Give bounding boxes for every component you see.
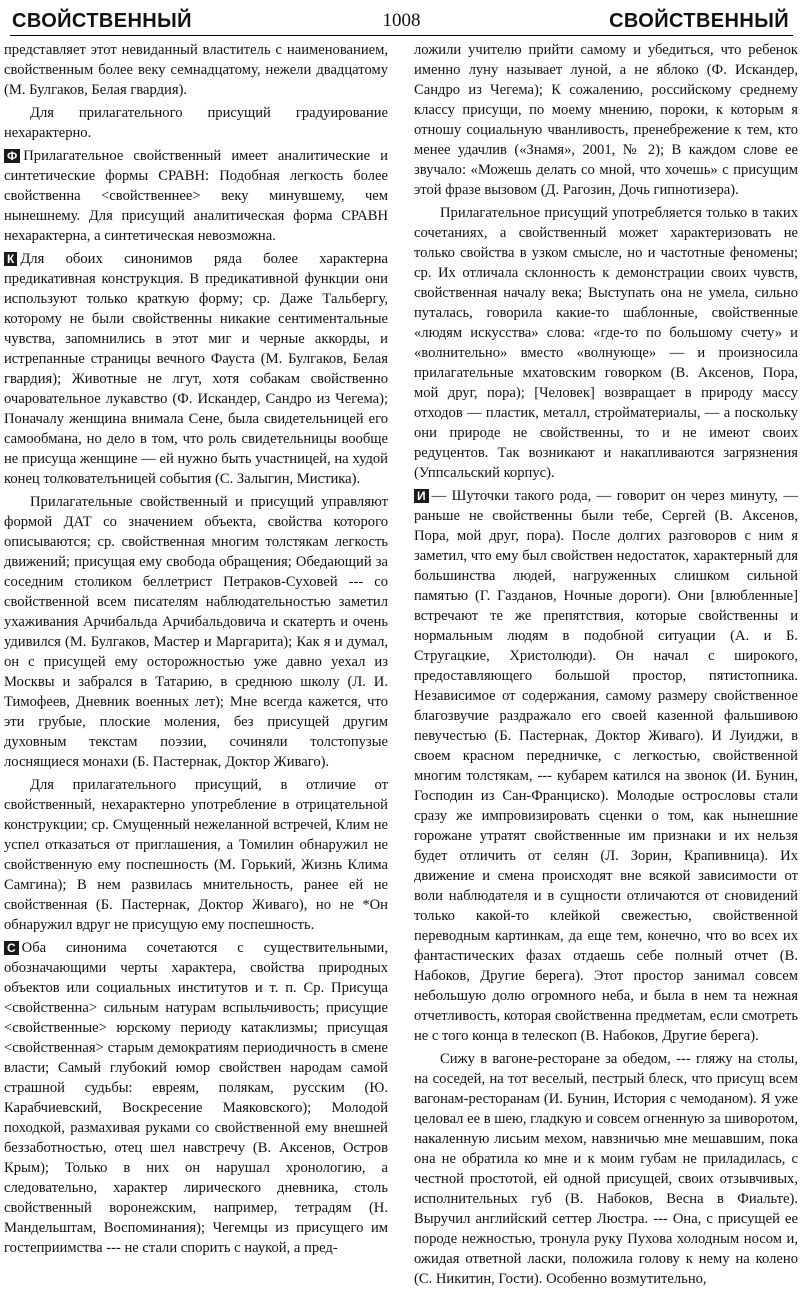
section-mark: К	[4, 252, 17, 266]
paragraph	[414, 486, 798, 1046]
paragraph: ложили учителю прийти самому и убедиться, что ребенок именно луну называет луной, а не яблоко (Ф. Искандер, Сандро из Чегема); К сожалению, российскому среднему классу присущи, по моему мнению, пороки, к которым я отношу социальную чванливость, пренебрежение к тем, кто менее удачлив («Знамя», 2001, № 2); В каждом слове ее звучало: «Можешь делать со мной, что хочешь» с присущим этой фразе вызовом (Д. Рагозин, Дочь гипнотизера).	[414, 42, 798, 198]
paragraph-text: Прилагательное свойственный имеет аналитические и синтетические формы СРАВН: Подобная легкость более свойственна <свойственнее> веку минувшему, чем нынешнему. Для присущий аналитическая форма СРАВН нехарактерна, а синтетическая невозможна.	[4, 148, 388, 244]
paragraph: представляет этот невиданный властитель с наименованием, свойственным более веку семнадцатому, нежели двадцатому (М. Булгаков, Белая гвардия).	[4, 42, 388, 98]
running-headword-left: СВОЙСТВЕННЫЙ	[12, 10, 192, 32]
paragraph: Прилагательное присущий употребляется только в таких сочетаниях, а свойственный может характеризовать не только свойства в узком смысле, но и частотные феномены; ср. Их отличала склонность к демонстрации своих чувств, свойственная началу века; Выступать она не умела, сильно путалась, говорила какие-то шаблонные, свойственные «людям искусства» слова: «где-то по большому счету» и «волнительно» вместо «волнующе» — и произносила прилагательные мхатовским говорком (В. Аксенов, Пора, мой друг, пора); [Человек] возвращает в природу массу отходов — пластик, металл, стройматериалы, — а поскольку они природе не свойственны, то и не имеют своих редуцентов. Так возникают и накапливаются загрязнения (Уппсальский корпус).	[414, 205, 798, 481]
section-mark: И	[414, 489, 429, 503]
paragraph: Для прилагательного присущий, в отличие от свойственный, нехарактерно употребление в отрицательной конструкции; ср. Смущенный нежеланной встречей, Клим не успел отказаться от приглашения, а Томилин обнаружил не свойственную ему поспешность (М. Горький, Жизнь Клима Самгина); В нем развилась мнительность, ранее ей не свойственная (Б. Пастернак, Доктор Живаго), но не *Он обнаружил вдруг не присущую ему поспешность.	[4, 777, 388, 933]
paragraph-text: — Шуточки такого рода, — говорит он через минуту, — раньше не свойственны были тебе, Сергей (В. Аксенов, Пора, мой друг, пора). После долгих разговоров с ним я заметил, что ему был свойствен недостаток, характерный для большинства людей, нагруженных слишком сильной памятью (Г. Газданов, Ночные дороги). Они [влюбленные] встречают те же препятствия, которые свойственны и нормальным людям в подобной ситуации (А. и Б. Стругацкие, Христолюди). Он начал с широкого, предоставляющего большой простор, пятистопника. Независимое от содержания, самому размеру свойственное благозвучие раздражало его своей казенной фальшивою певучестью (Б. Пастернак, Доктор Живаго). И Луиджи, в своем красном передничке, с легкостью, свойственной многим толстякам, --- кубарем катился на звонок (И. Бунин, Господин из Сан-Франциско). Молодые острословы стали сразу же импровизировать сценки о том, как нынешние горожане утратят свойственные им признаки и их нельзя будет отличить от селян (Л. Зорин, Крапивница). Их движение и смена происходят вне всякой зависимости от воли наблюдателя и в сущности отличаются от сновидений только какой-то клейкой свежестью, свойственной переводным картинкам, да еще тем, конечно, что во всех их фантастических фазах отдаешь себе полный отчет (В. Набоков, Другие берега). Этот простор занимал совсем небольшую долю огромного неба, и была в нем та нежная отчетливость, которая свойственна предметам, если смотреть не с того конца в телескоп (В. Набоков, Другие берега).	[414, 488, 798, 1044]
paragraph: Для прилагательного присущий градуирование нехарактерно.	[4, 105, 388, 141]
header-rule	[10, 35, 793, 36]
paragraph	[4, 146, 388, 246]
section-mark: Ф	[4, 149, 20, 163]
paragraph	[4, 938, 388, 1258]
section-mark: С	[4, 941, 19, 955]
right-column	[414, 40, 798, 1287]
paragraph-text: Оба синонима сочетаются с существительными, обозначающими черты характера, свойства природных объектов или социальных институтов и т. п. Ср. Присуща <свойственна> сильным натурам вспыльчивость; присущие <свойственные> юрскому периоду катаклизмы; присущая <свойственная> старым демократиям периодичность в смене власти; Самый глубокий юмор свойствен народам самой страшной судьбы: евреям, полякам, русским (Ю. Карабчиевский, Воскресение Маяковского); Молодой походкой, размахивая руками со свойственной ему внешней беззаботностью, отец шел навстречу (В. Аксенов, Остров Крым); Только в них он нарушал хронологию, а следовательно, характер лирического дневника, столь свойственный воронежским, например, тетрадям (Н. Мандельштам, Воспоминания); Чегемцы из присущего им гостеприимства --- не стали спорить с наукой, а пред-	[4, 940, 388, 1256]
left-column	[4, 40, 388, 1256]
page-number: 1008	[382, 10, 421, 31]
page-header	[10, 0, 793, 34]
running-headword-right: СВОЙСТВЕННЫЙ	[609, 10, 789, 32]
paragraph	[4, 249, 388, 489]
paragraph-text: Для обоих синонимов ряда более характерна предикативная конструкция. В предикативной функции они используют только краткую форму; ср. Даже Тальбергу, которому не были свойственны никакие сентиментальные чувства, запомнились в этот миг и черные аккорды, и истрепанные страницы вечного Фауста (М. Булгаков, Белая гвардия); Животные не лгут, хотя собакам свойственно очаровательное лукавство (Ф. Искандер, Сандро из Чегема); Поначалу женщина внимала Сене, была свидетельницей его самообмана, но дело в том, что роль свидетельницы вообще не присуща женщине — ей нужно быть участницей, на худой конец толкователъницей события (С. Залыгин, Мистика).	[4, 251, 388, 487]
paragraph: Сижу в вагоне-ресторане за обедом, --- гляжу на столы, на соседей, на тот веселый, пестрый блеск, что присущ всем вагонам-ресторанам (И. Бунин, История с чемоданом). Я уже целовал ее в шею, гладкую и совсем огненную за шиворотом, накаленную лисьим мехом, навзничью мне мешавшим, пока она не обратила ко мне и к моим губам не приладилась, с честной простотой, ей одной присущей, своих отзывчивых, исполнительных губ (В. Набоков, Весна в Фиальте). Выручил английский сеттер Люстра. --- Она, с присущей ее породе нежностью, тронула руку Пухова холодным носом и, ожидая ответной ласки, положила голову к нему на колено (С. Никитин, Гости). Особенно возмутительно,	[414, 1051, 798, 1287]
paragraph: Прилагательные свойственный и присущий управляют формой ДАТ со значением объекта, свойства которого описываются; ср. свойственная многим толстякам легкость движений; присущая ему свобода обращения; Обедающий за соседним столиком беллетрист Петраков-Суховей --- со свойственной всем писателям наблюдательностью заметил ухаживания Арчибальда Арчибальдовича и скатерть и очень удивился (М. Булгаков, Мастер и Маргарита); Как я и думал, он с присущей ему осторожностью уже давно уехал из Москвы и забрался в Татарию, в среднюю школу (Л. И. Тимофеев, Дневник военных лет); Мне всегда кажется, что эти грубые, плоские моления, без присущей другим духовным текстам поэзии, сочиняли толстопузые лоснящиеся монахи (Б. Пастернак, Доктор Живаго).	[4, 494, 388, 770]
